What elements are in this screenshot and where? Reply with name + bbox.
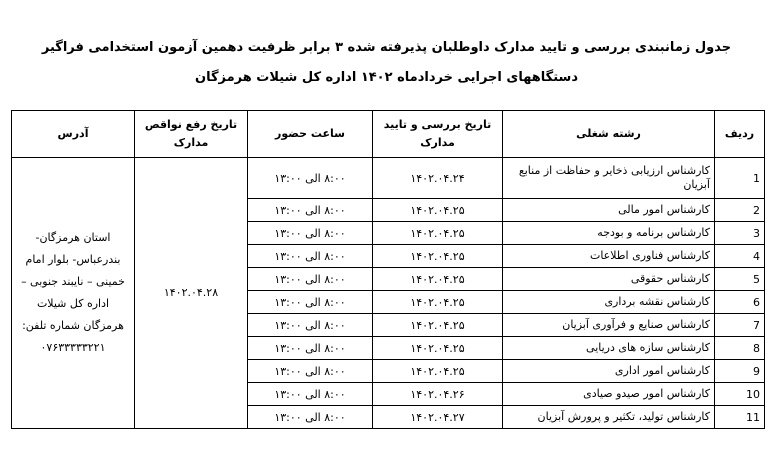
review-date: ۱۴۰۲.۰۴.۲۵ bbox=[373, 199, 503, 222]
document-title-line-1: جدول زمانبندی بررسی و تایید مدارک داوطلبان پذیرفته شده ۳ برابر ظرفیت دهمین آزمون استخدامی فراگیر bbox=[41, 40, 732, 55]
address-cell: استان هرمزگان-بندرعباس- بلوار امام خمینی – نایبند جنوبی – اداره کل شیلات هرمزگان شماره تلفن: ۰۷۶۳۳۳۳۳۲۲۱ bbox=[12, 158, 135, 429]
job-title: کارشناس فناوری اطلاعات bbox=[503, 245, 715, 268]
row-number: 10 bbox=[715, 383, 765, 406]
header-attendance-time: ساعت حضور bbox=[248, 111, 373, 158]
attendance-time: ۸:۰۰ الی ۱۳:۰۰ bbox=[248, 268, 373, 291]
attendance-time: ۸:۰۰ الی ۱۳:۰۰ bbox=[248, 360, 373, 383]
row-number: 11 bbox=[715, 406, 765, 429]
header-job-title: رشته شغلی bbox=[503, 111, 715, 158]
job-title: کارشناس امور مالی bbox=[503, 199, 715, 222]
attendance-time: ۸:۰۰ الی ۱۳:۰۰ bbox=[248, 383, 373, 406]
header-address: آدرس bbox=[12, 111, 135, 158]
schedule-table bbox=[11, 110, 765, 429]
review-date: ۱۴۰۲.۰۴.۲۵ bbox=[373, 222, 503, 245]
attendance-time: ۸:۰۰ الی ۱۳:۰۰ bbox=[248, 222, 373, 245]
attendance-time: ۸:۰۰ الی ۱۳:۰۰ bbox=[248, 291, 373, 314]
job-title: کارشناس تولید، تکثیر و پرورش آبزیان bbox=[503, 406, 715, 429]
attendance-time: ۸:۰۰ الی ۱۳:۰۰ bbox=[248, 406, 373, 429]
job-title: کارشناس نقشه برداری bbox=[503, 291, 715, 314]
review-date: ۱۴۰۲.۰۴.۲۵ bbox=[373, 360, 503, 383]
row-number: 7 bbox=[715, 314, 765, 337]
review-date: ۱۴۰۲.۰۴.۲۴ bbox=[373, 158, 503, 199]
job-title: کارشناس سازه های دریایی bbox=[503, 337, 715, 360]
row-number: 9 bbox=[715, 360, 765, 383]
review-date: ۱۴۰۲.۰۴.۲۵ bbox=[373, 314, 503, 337]
attendance-time: ۸:۰۰ الی ۱۳:۰۰ bbox=[248, 314, 373, 337]
job-title: کارشناس امور صیدو صیادی bbox=[503, 383, 715, 406]
job-title: کارشناس امور اداری bbox=[503, 360, 715, 383]
header-row-number: ردیف bbox=[715, 111, 765, 158]
attendance-time: ۸:۰۰ الی ۱۳:۰۰ bbox=[248, 245, 373, 268]
header-review-date: تاریخ بررسی و تایید مدارک bbox=[373, 111, 503, 158]
review-date: ۱۴۰۲.۰۴.۲۶ bbox=[373, 383, 503, 406]
attendance-time: ۸:۰۰ الی ۱۳:۰۰ bbox=[248, 337, 373, 360]
header-deadline: تاریخ رفع نواقص مدارک bbox=[135, 111, 248, 158]
job-title: کارشناس ارزیابی ذخایر و حفاظت از منابع آبزیان bbox=[503, 158, 715, 199]
row-number: 3 bbox=[715, 222, 765, 245]
review-date: ۱۴۰۲.۰۴.۲۷ bbox=[373, 406, 503, 429]
row-number: 2 bbox=[715, 199, 765, 222]
job-title: کارشناس برنامه و بودجه bbox=[503, 222, 715, 245]
row-number: 6 bbox=[715, 291, 765, 314]
review-date: ۱۴۰۲.۰۴.۲۵ bbox=[373, 337, 503, 360]
table-header-row bbox=[12, 111, 765, 158]
table-row bbox=[12, 158, 765, 199]
job-title: کارشناس حقوقی bbox=[503, 268, 715, 291]
deadline-date: ۱۴۰۲.۰۴.۲۸ bbox=[135, 158, 248, 429]
review-date: ۱۴۰۲.۰۴.۲۵ bbox=[373, 291, 503, 314]
review-date: ۱۴۰۲.۰۴.۲۵ bbox=[373, 268, 503, 291]
row-number: 5 bbox=[715, 268, 765, 291]
document-title-line-2: دستگاههای اجرایی خردادماه ۱۴۰۲ اداره کل شیلات هرمزگان bbox=[195, 70, 578, 85]
review-date: ۱۴۰۲.۰۴.۲۵ bbox=[373, 245, 503, 268]
attendance-time: ۸:۰۰ الی ۱۳:۰۰ bbox=[248, 158, 373, 199]
row-number: 1 bbox=[715, 158, 765, 199]
job-title: کارشناس صنایع و فرآوری آبزیان bbox=[503, 314, 715, 337]
row-number: 8 bbox=[715, 337, 765, 360]
row-number: 4 bbox=[715, 245, 765, 268]
attendance-time: ۸:۰۰ الی ۱۳:۰۰ bbox=[248, 199, 373, 222]
